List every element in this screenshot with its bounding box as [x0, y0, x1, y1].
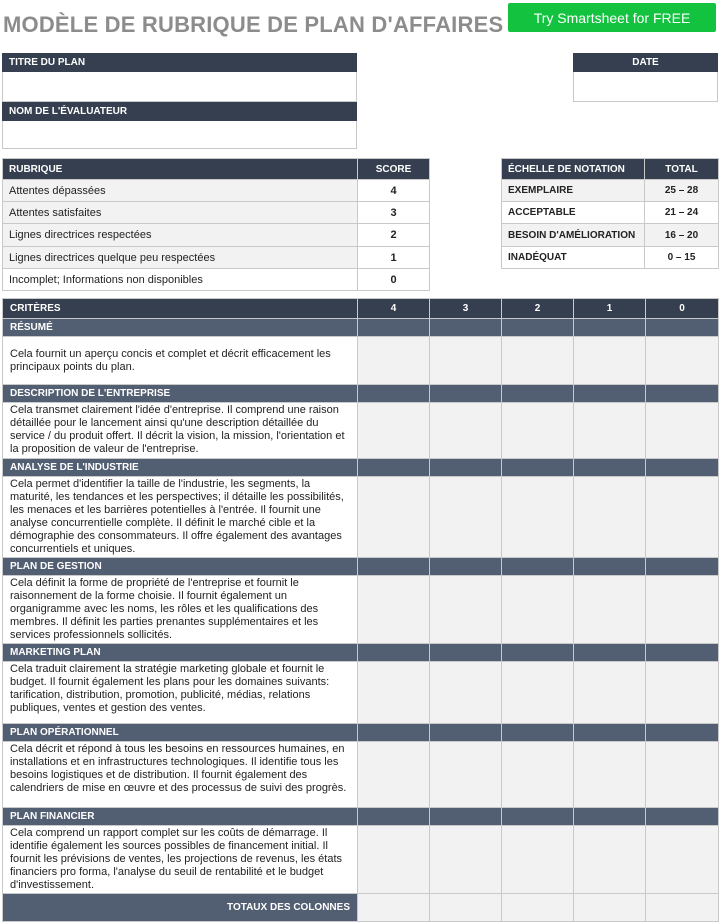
rubric-score: 0 — [358, 269, 430, 291]
score-cell[interactable] — [430, 403, 502, 459]
totals-row — [3, 894, 719, 922]
section-description: Cela définit la forme de propriété de l'entreprise et fournit le raisonnement de la forme choisie. Il fournit également un organigramme avec les noms, les rôles et les qualifications des membres. Il définit les parties prenantes supplémentaires et les services professionnels sollicités. — [3, 576, 358, 644]
section-row — [3, 826, 719, 894]
total-header: TOTAL — [645, 159, 719, 180]
score-cell[interactable] — [646, 477, 719, 558]
score-cell[interactable] — [358, 337, 430, 385]
section-title: PLAN DE GESTION — [3, 558, 358, 576]
score-cell[interactable] — [646, 826, 719, 894]
score-cell[interactable] — [502, 826, 574, 894]
section-header-row — [3, 644, 719, 662]
scale-label: EXEMPLAIRE — [502, 180, 645, 202]
section-title: ANALYSE DE L'INDUSTRIE — [3, 459, 358, 477]
section-title: PLAN OPÉRATIONNEL — [3, 724, 358, 742]
column-totals-label: TOTAUX DES COLONNES — [3, 894, 358, 922]
evaluator-label: NOM DE L'ÉVALUATEUR — [2, 102, 357, 121]
section-description: Cela transmet clairement l'idée d'entreprise. Il comprend une raison détaillée pour le lancement ainsi qu'une description détaillée du service / du produit offert. Il décrit la vision, la mission, l'orientation et la proposition de valeur de l'entreprise. — [3, 403, 358, 459]
table-row — [3, 202, 430, 224]
table-row — [502, 180, 719, 202]
score-cell[interactable] — [646, 662, 719, 724]
score-cell[interactable] — [574, 477, 646, 558]
score-cell[interactable] — [574, 662, 646, 724]
table-row — [502, 224, 719, 247]
section-header-row — [3, 385, 719, 403]
score-cell[interactable] — [502, 337, 574, 385]
try-smartsheet-button[interactable]: Try Smartsheet for FREE — [508, 3, 716, 32]
score-cell[interactable] — [430, 826, 502, 894]
rating-scale-table — [501, 158, 719, 269]
score-cell[interactable] — [502, 576, 574, 644]
score-1-header: 1 — [574, 299, 646, 319]
score-cell[interactable] — [502, 662, 574, 724]
section-title: DESCRIPTION DE L'ENTREPRISE — [3, 385, 358, 403]
criteria-header-row — [3, 299, 719, 319]
scale-total: 25 – 28 — [645, 180, 719, 202]
section-description: Cela fournit un aperçu concis et complet et décrit efficacement les principaux points du plan. — [3, 337, 358, 385]
section-row — [3, 742, 719, 808]
score-cell[interactable] — [358, 826, 430, 894]
score-cell[interactable] — [430, 742, 502, 808]
score-cell[interactable] — [574, 576, 646, 644]
section-row — [3, 662, 719, 724]
score-cell[interactable] — [646, 403, 719, 459]
total-cell[interactable] — [574, 894, 646, 922]
score-cell[interactable] — [574, 742, 646, 808]
score-cell[interactable] — [358, 477, 430, 558]
section-header-row — [3, 319, 719, 337]
score-cell[interactable] — [574, 337, 646, 385]
rubric-score: 4 — [358, 180, 430, 202]
score-0-header: 0 — [646, 299, 719, 319]
table-row — [502, 202, 719, 224]
score-cell[interactable] — [430, 337, 502, 385]
rubric-label: Attentes dépassées — [3, 180, 358, 202]
date-field[interactable] — [573, 72, 718, 102]
rubric-score: 1 — [358, 247, 430, 269]
table-row — [3, 247, 430, 269]
total-cell[interactable] — [430, 894, 502, 922]
section-description: Cela traduit clairement la stratégie marketing globale et fournit le budget. Il fournit également les plans pour les domaines suivants: tarification, distribution, promotion, publicité, médias, relations publiques, ventes et gestion des ventes. — [3, 662, 358, 724]
scale-total: 0 – 15 — [645, 247, 719, 269]
plan-title-label: TITRE DU PLAN — [2, 53, 357, 72]
table-row — [3, 224, 430, 247]
rubric-label: Lignes directrices quelque peu respectées — [3, 247, 358, 269]
rubric-score: 3 — [358, 202, 430, 224]
scale-label: INADÉQUAT — [502, 247, 645, 269]
section-row — [3, 477, 719, 558]
section-title: MARKETING PLAN — [3, 644, 358, 662]
section-header-row — [3, 459, 719, 477]
scale-total: 16 – 20 — [645, 224, 719, 247]
score-cell[interactable] — [430, 576, 502, 644]
score-cell[interactable] — [646, 337, 719, 385]
rubric-label: Attentes satisfaites — [3, 202, 358, 224]
rubric-label: Incomplet; Informations non disponibles — [3, 269, 358, 291]
table-row — [502, 247, 719, 269]
score-header: SCORE — [358, 159, 430, 180]
score-2-header: 2 — [502, 299, 574, 319]
score-cell[interactable] — [358, 576, 430, 644]
rubric-label: Lignes directrices respectées — [3, 224, 358, 247]
criteria-header: CRITÈRES — [3, 299, 358, 319]
section-row — [3, 337, 719, 385]
score-cell[interactable] — [502, 742, 574, 808]
scale-label: BESOIN D'AMÉLIORATION — [502, 224, 645, 247]
page-title: MODÈLE DE RUBRIQUE DE PLAN D'AFFAIRES — [3, 12, 504, 37]
rubric-header: RUBRIQUE — [3, 159, 358, 180]
score-cell[interactable] — [502, 477, 574, 558]
score-cell[interactable] — [430, 662, 502, 724]
scale-label: ACCEPTABLE — [502, 202, 645, 224]
plan-title-field[interactable] — [2, 72, 357, 102]
scale-total: 21 – 24 — [645, 202, 719, 224]
score-cell[interactable] — [358, 403, 430, 459]
score-3-header: 3 — [430, 299, 502, 319]
section-header-row — [3, 808, 719, 826]
total-cell[interactable] — [646, 894, 719, 922]
date-label: DATE — [573, 53, 718, 72]
score-cell[interactable] — [574, 403, 646, 459]
score-cell[interactable] — [430, 477, 502, 558]
section-row — [3, 576, 719, 644]
section-description: Cela comprend un rapport complet sur les coûts de démarrage. Il identifie également les sources possibles de financement initial. Il fournit les prévisions de ventes, les projections de revenus, les états financiers pro forma, l'analyse du seuil de rentabilité et le budget d'investissement. — [3, 826, 358, 894]
score-cell[interactable] — [358, 662, 430, 724]
score-cell[interactable] — [358, 742, 430, 808]
section-row — [3, 403, 719, 459]
section-title: RÉSUMÉ — [3, 319, 358, 337]
section-description: Cela permet d'identifier la taille de l'industrie, les segments, la maturité, les tendances et les perspectives; il détaille les possibilités, les menaces et les barrières potentielles à l'entrée. Il fournit une analyse concurrentielle complète. Il définit le marché cible et la démographie des consommateurs. Il offre également des avantages concurrentiels et uniques. — [3, 477, 358, 558]
criteria-table — [2, 298, 719, 922]
score-cell[interactable] — [646, 576, 719, 644]
scale-header: ÉCHELLE DE NOTATION — [502, 159, 645, 180]
section-description: Cela décrit et répond à tous les besoins en ressources humaines, en installations et en infrastructures technologiques. Il identifie tous les besoins logistiques et de distribution. Il fournit également des calendriers de mise en œuvre et des processus de suivi des progrès. — [3, 742, 358, 808]
total-cell[interactable] — [502, 894, 574, 922]
score-cell[interactable] — [646, 742, 719, 808]
section-header-row — [3, 558, 719, 576]
evaluator-field[interactable] — [2, 121, 357, 149]
total-cell[interactable] — [358, 894, 430, 922]
score-cell[interactable] — [574, 826, 646, 894]
rubric-score: 2 — [358, 224, 430, 247]
score-cell[interactable] — [502, 403, 574, 459]
table-row — [3, 269, 430, 291]
section-title: PLAN FINANCIER — [3, 808, 358, 826]
score-4-header: 4 — [358, 299, 430, 319]
table-row — [3, 180, 430, 202]
rubric-table — [2, 158, 430, 291]
section-header-row — [3, 724, 719, 742]
